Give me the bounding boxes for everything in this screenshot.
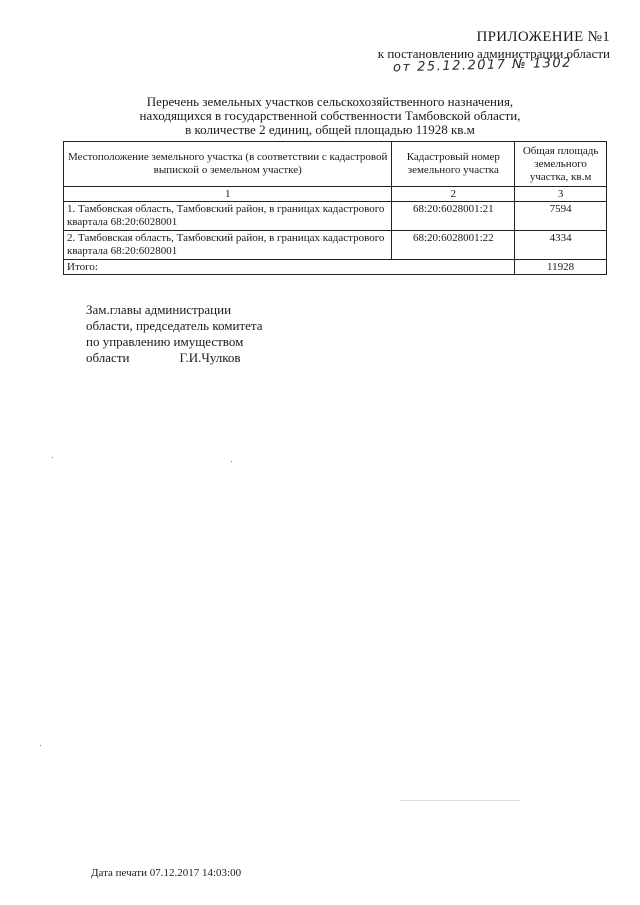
appendix-title: ПРИЛОЖЕНИЕ №1 [476, 29, 610, 45]
total-value: 11928 [515, 260, 607, 275]
header-location: Местоположение земельного участка (в соответствии с кадастровой выпиской о земельном участке) [64, 142, 392, 187]
scan-speck [52, 457, 53, 458]
table-row [64, 202, 607, 231]
document-title-line-3: в количестве 2 единиц, общей площадью 11928 кв.м [185, 122, 475, 137]
signature-line-3: по управлению имуществом [86, 334, 244, 349]
table-row [64, 231, 607, 260]
header-cadastral-number: Кадастровый номер земельного участка [392, 142, 515, 187]
row-cadastral-number: 68:20:6028001:21 [392, 202, 515, 231]
signatory-name: Г.И.Чулков [179, 350, 241, 365]
row-area: 7594 [515, 202, 607, 231]
column-number-2: 2 [392, 187, 515, 202]
row-location: 1. Тамбовская область, Тамбовский район, в границах кадастрового квартала 68:20:6028001 [64, 202, 392, 231]
signature-block [86, 302, 262, 366]
row-area: 4334 [515, 231, 607, 260]
column-number-1: 1 [64, 187, 392, 202]
signature-line-4 [86, 350, 262, 366]
column-number-3: 3 [515, 187, 607, 202]
print-date: Дата печати 07.12.2017 14:03:00 [91, 867, 242, 879]
document-title-line-1: Перечень земельных участков сельскохозяйственного назначения, [146, 94, 514, 109]
column-number-row [64, 187, 607, 202]
row-cadastral-number: 68:20:6028001:22 [392, 231, 515, 260]
document-title [60, 95, 600, 137]
row-location: 2. Тамбовская область, Тамбовский район, в границах кадастрового квартала 68:20:6028001 [64, 231, 392, 260]
signature-position-tail: области [86, 350, 130, 365]
table-header-row [64, 142, 607, 187]
document-title-line-2: находящихся в государственной собственности Тамбовской области, [139, 108, 521, 123]
total-row [64, 260, 607, 275]
handwritten-resolution-note: от 25.12.2017 № 1302 [392, 55, 573, 76]
scan-speck [231, 461, 232, 462]
total-label: Итого: [64, 260, 515, 275]
scan-speck [400, 800, 520, 801]
scan-speck [40, 745, 41, 746]
header-area: Общая площадь земельного участка, кв.м [515, 142, 607, 187]
signature-line-1: Зам.главы администрации [86, 302, 232, 317]
signature-line-2: области, председатель комитета [86, 318, 263, 333]
parcels-table [63, 141, 607, 275]
appendix-subtitle: к постановлению администрации области [377, 46, 610, 61]
